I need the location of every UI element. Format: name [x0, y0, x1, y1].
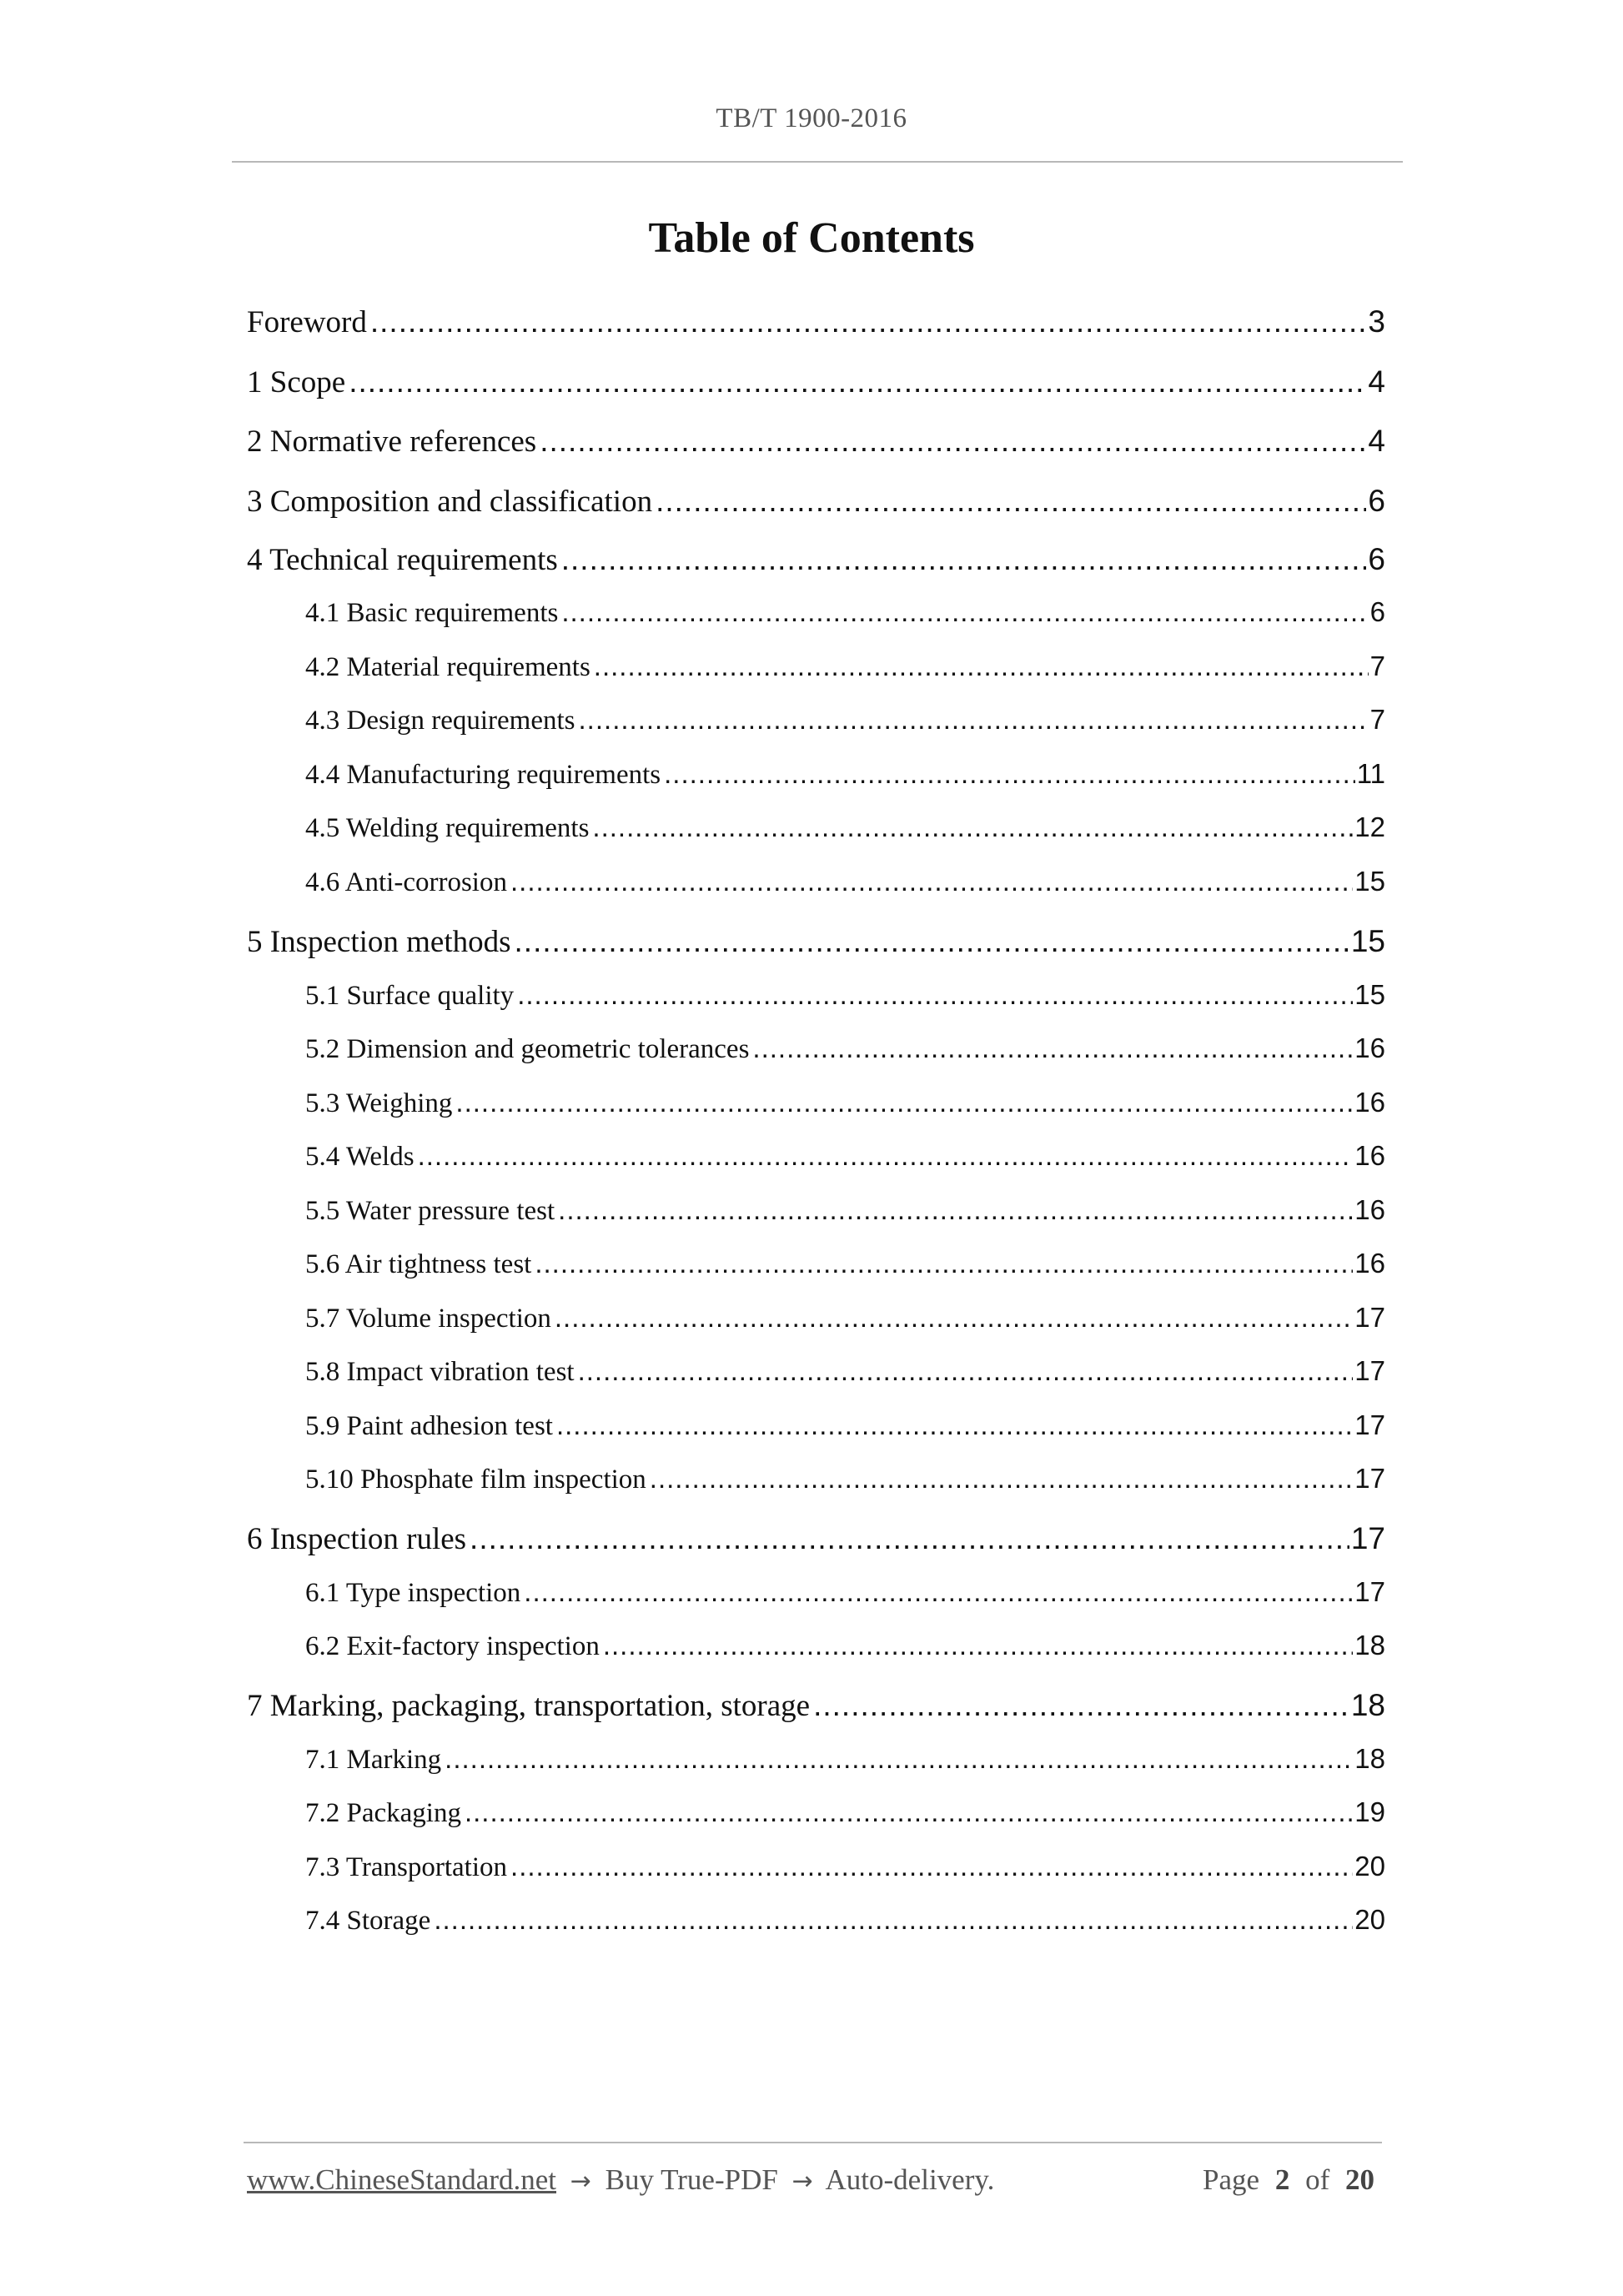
total-pages-number: 20 [1345, 2163, 1374, 2196]
toc-entry-5-9[interactable] [305, 1407, 1385, 1444]
toc-entry-label: 6.2 Exit-factory inspection [305, 1631, 600, 1661]
toc-entry-7-3[interactable] [305, 1848, 1385, 1885]
toc-entry-label: 5.4 Welds [305, 1142, 415, 1172]
toc-entry-label: 7.4 Storage [305, 1906, 431, 1936]
toc-entry-label: 5.3 Weighing [305, 1088, 453, 1118]
toc-page-number: 19 [1354, 1796, 1385, 1827]
toc-entry-label: 5.6 Air tightness test [305, 1249, 532, 1279]
dot-leader [650, 1460, 1353, 1497]
toc-entry-label: 5.9 Paint adhesion test [305, 1411, 553, 1441]
dot-leader [418, 1138, 1354, 1174]
toc-entry-5-7[interactable] [305, 1299, 1385, 1336]
toc-entry-5-8[interactable] [305, 1353, 1385, 1389]
toc-page-number: 17 [1354, 1302, 1385, 1333]
toc-entry-composition-classification[interactable] [247, 480, 1385, 522]
toc-entry-label: 4.2 Material requirements [305, 652, 590, 682]
auto-delivery-text: Auto-delivery. [825, 2163, 995, 2196]
toc-entry-label: 5.7 Volume inspection [305, 1304, 551, 1334]
toc-entry-label: 2 Normative references [247, 425, 537, 459]
toc-page-number: 16 [1354, 1032, 1385, 1063]
dot-leader [465, 1794, 1353, 1831]
toc-entry-label: 5.10 Phosphate film inspection [305, 1465, 646, 1495]
dot-leader [752, 1030, 1353, 1067]
toc-page-number: 15 [1354, 979, 1385, 1010]
toc-entry-label: 1 Scope [247, 365, 346, 399]
toc-page-number: 15 [1354, 866, 1385, 897]
toc-page-number: 7 [1369, 704, 1385, 735]
toc-entry-scope[interactable] [247, 361, 1385, 403]
toc-entry-label: 4 Technical requirements [247, 543, 558, 577]
toc-entry-label: 4.3 Design requirements [305, 706, 575, 736]
toc-entry-5-4[interactable] [305, 1138, 1385, 1174]
toc-entry-5-6[interactable] [305, 1245, 1385, 1282]
page-indicator [1203, 2162, 1383, 2198]
dot-leader [370, 301, 1367, 343]
toc-entry-label: 7.3 Transportation [305, 1852, 508, 1882]
toc-entry-5-5[interactable] [305, 1192, 1385, 1228]
dot-leader [524, 1574, 1353, 1610]
toc-entry-4-3[interactable] [305, 701, 1385, 738]
toc-entry-5-2[interactable] [305, 1030, 1385, 1067]
toc-page-number: 18 [1350, 1688, 1385, 1722]
toc-entry-5-10[interactable] [305, 1460, 1385, 1497]
dot-leader [517, 977, 1353, 1013]
toc-entry-technical-requirements[interactable] [247, 539, 1385, 580]
dot-leader [510, 1848, 1353, 1885]
footer-promo [247, 2162, 994, 2200]
toc-entry-label: 5 Inspection methods [247, 925, 511, 959]
toc-entry-4-6[interactable] [305, 863, 1385, 900]
page-word: Page [1203, 2163, 1260, 2196]
toc-page-number: 18 [1354, 1630, 1385, 1660]
current-page-number: 2 [1274, 2163, 1290, 2196]
website-link[interactable]: www.ChineseStandard.net [247, 2163, 556, 2196]
toc-entry-6-2[interactable] [305, 1627, 1385, 1664]
dot-leader [515, 921, 1349, 962]
dot-leader [813, 1685, 1349, 1726]
toc-page-number: 4 [1368, 424, 1385, 458]
dot-leader [592, 809, 1353, 846]
dot-leader [579, 701, 1369, 738]
toc-page-number: 16 [1354, 1087, 1385, 1118]
footer-divider [244, 2142, 1382, 2143]
toc-entry-normative-references[interactable] [247, 420, 1385, 462]
toc-page-number: 6 [1368, 542, 1385, 576]
toc-page-number: 20 [1354, 1904, 1385, 1935]
toc-page-number: 16 [1354, 1194, 1385, 1225]
toc-entry-5-3[interactable] [305, 1084, 1385, 1121]
toc-entry-label: 6 Inspection rules [247, 1522, 467, 1556]
arrow-right-icon: → [570, 2167, 591, 2196]
toc-entry-foreword[interactable] [247, 301, 1385, 343]
toc-page-number: 3 [1368, 304, 1385, 339]
dot-leader [470, 1518, 1349, 1560]
toc-entry-label: 6.1 Type inspection [305, 1578, 521, 1608]
toc-entry-6-1[interactable] [305, 1574, 1385, 1610]
toc-page-number: 11 [1356, 758, 1385, 789]
toc-page-number: 18 [1354, 1743, 1385, 1774]
toc-entry-inspection-methods[interactable] [247, 921, 1385, 962]
dot-leader [558, 1192, 1353, 1228]
toc-page-number: 20 [1354, 1851, 1385, 1882]
toc-entry-4-1[interactable] [305, 594, 1385, 631]
dot-leader [556, 1407, 1353, 1444]
toc-page-number: 15 [1350, 924, 1385, 958]
of-word: of [1305, 2163, 1330, 2196]
toc-entry-4-4[interactable] [305, 756, 1385, 792]
arrow-right-icon: → [791, 2167, 813, 2196]
dot-leader [455, 1084, 1353, 1121]
toc-page-number: 4 [1368, 364, 1385, 399]
toc-entry-label: 5.8 Impact vibration test [305, 1357, 575, 1387]
dot-leader [349, 361, 1366, 403]
toc-entry-4-2[interactable] [305, 648, 1385, 685]
toc-entry-label: 4.4 Manufacturing requirements [305, 760, 661, 790]
dot-leader [445, 1741, 1353, 1777]
toc-page-number: 17 [1350, 1521, 1385, 1555]
toc-page-number: 16 [1354, 1248, 1385, 1279]
toc-entry-label: 4.5 Welding requirements [305, 813, 590, 843]
toc-page-number: 7 [1369, 651, 1385, 681]
dot-leader [603, 1627, 1353, 1664]
dot-leader [656, 480, 1366, 522]
dot-leader [561, 594, 1368, 631]
toc-entry-7-1[interactable] [305, 1741, 1385, 1777]
toc-entry-4-5[interactable] [305, 809, 1385, 846]
toc-entry-label: Foreword [247, 305, 367, 339]
toc-entry-label: 7.1 Marking [305, 1745, 442, 1775]
toc-page-number: 17 [1354, 1463, 1385, 1494]
toc-entry-label: 5.2 Dimension and geometric tolerances [305, 1034, 750, 1064]
toc-page-number: 17 [1354, 1409, 1385, 1440]
page-title: Table of Contents [648, 214, 975, 262]
dot-leader [555, 1299, 1353, 1336]
buy-pdf-text: Buy True-PDF [605, 2163, 778, 2196]
toc-page-number: 16 [1354, 1140, 1385, 1171]
toc-entry-label: 7.2 Packaging [305, 1798, 461, 1828]
toc-entry-label: 3 Composition and classification [247, 485, 653, 519]
toc-entry-marking-packaging[interactable] [247, 1685, 1385, 1726]
toc-entry-label: 7 Marking, packaging, transportation, storage [247, 1689, 811, 1723]
toc-entry-inspection-rules[interactable] [247, 1518, 1385, 1560]
toc-entry-7-4[interactable] [305, 1902, 1385, 1938]
toc-entry-label: 4.1 Basic requirements [305, 598, 559, 628]
toc-page-number: 6 [1369, 596, 1385, 627]
toc-page-number: 12 [1354, 811, 1385, 842]
toc-page-number: 17 [1354, 1576, 1385, 1607]
dot-leader [578, 1353, 1354, 1389]
dot-leader [664, 756, 1355, 792]
dot-leader [510, 863, 1353, 900]
toc-entry-7-2[interactable] [305, 1794, 1385, 1831]
page-footer [247, 2162, 1383, 2198]
dot-leader [535, 1245, 1353, 1282]
toc-page-number: 6 [1368, 484, 1385, 518]
toc-entry-label: 5.1 Surface quality [305, 981, 515, 1011]
dot-leader [434, 1902, 1353, 1938]
toc-entry-5-1[interactable] [305, 977, 1385, 1013]
document-id-header: TB/T 1900-2016 [716, 103, 907, 133]
dot-leader [540, 420, 1366, 462]
toc-entry-label: 5.5 Water pressure test [305, 1196, 555, 1226]
dot-leader [561, 539, 1367, 580]
toc-entry-label: 4.6 Anti-corrosion [305, 867, 507, 897]
dot-leader [594, 648, 1369, 685]
toc-page-number: 17 [1354, 1355, 1385, 1386]
